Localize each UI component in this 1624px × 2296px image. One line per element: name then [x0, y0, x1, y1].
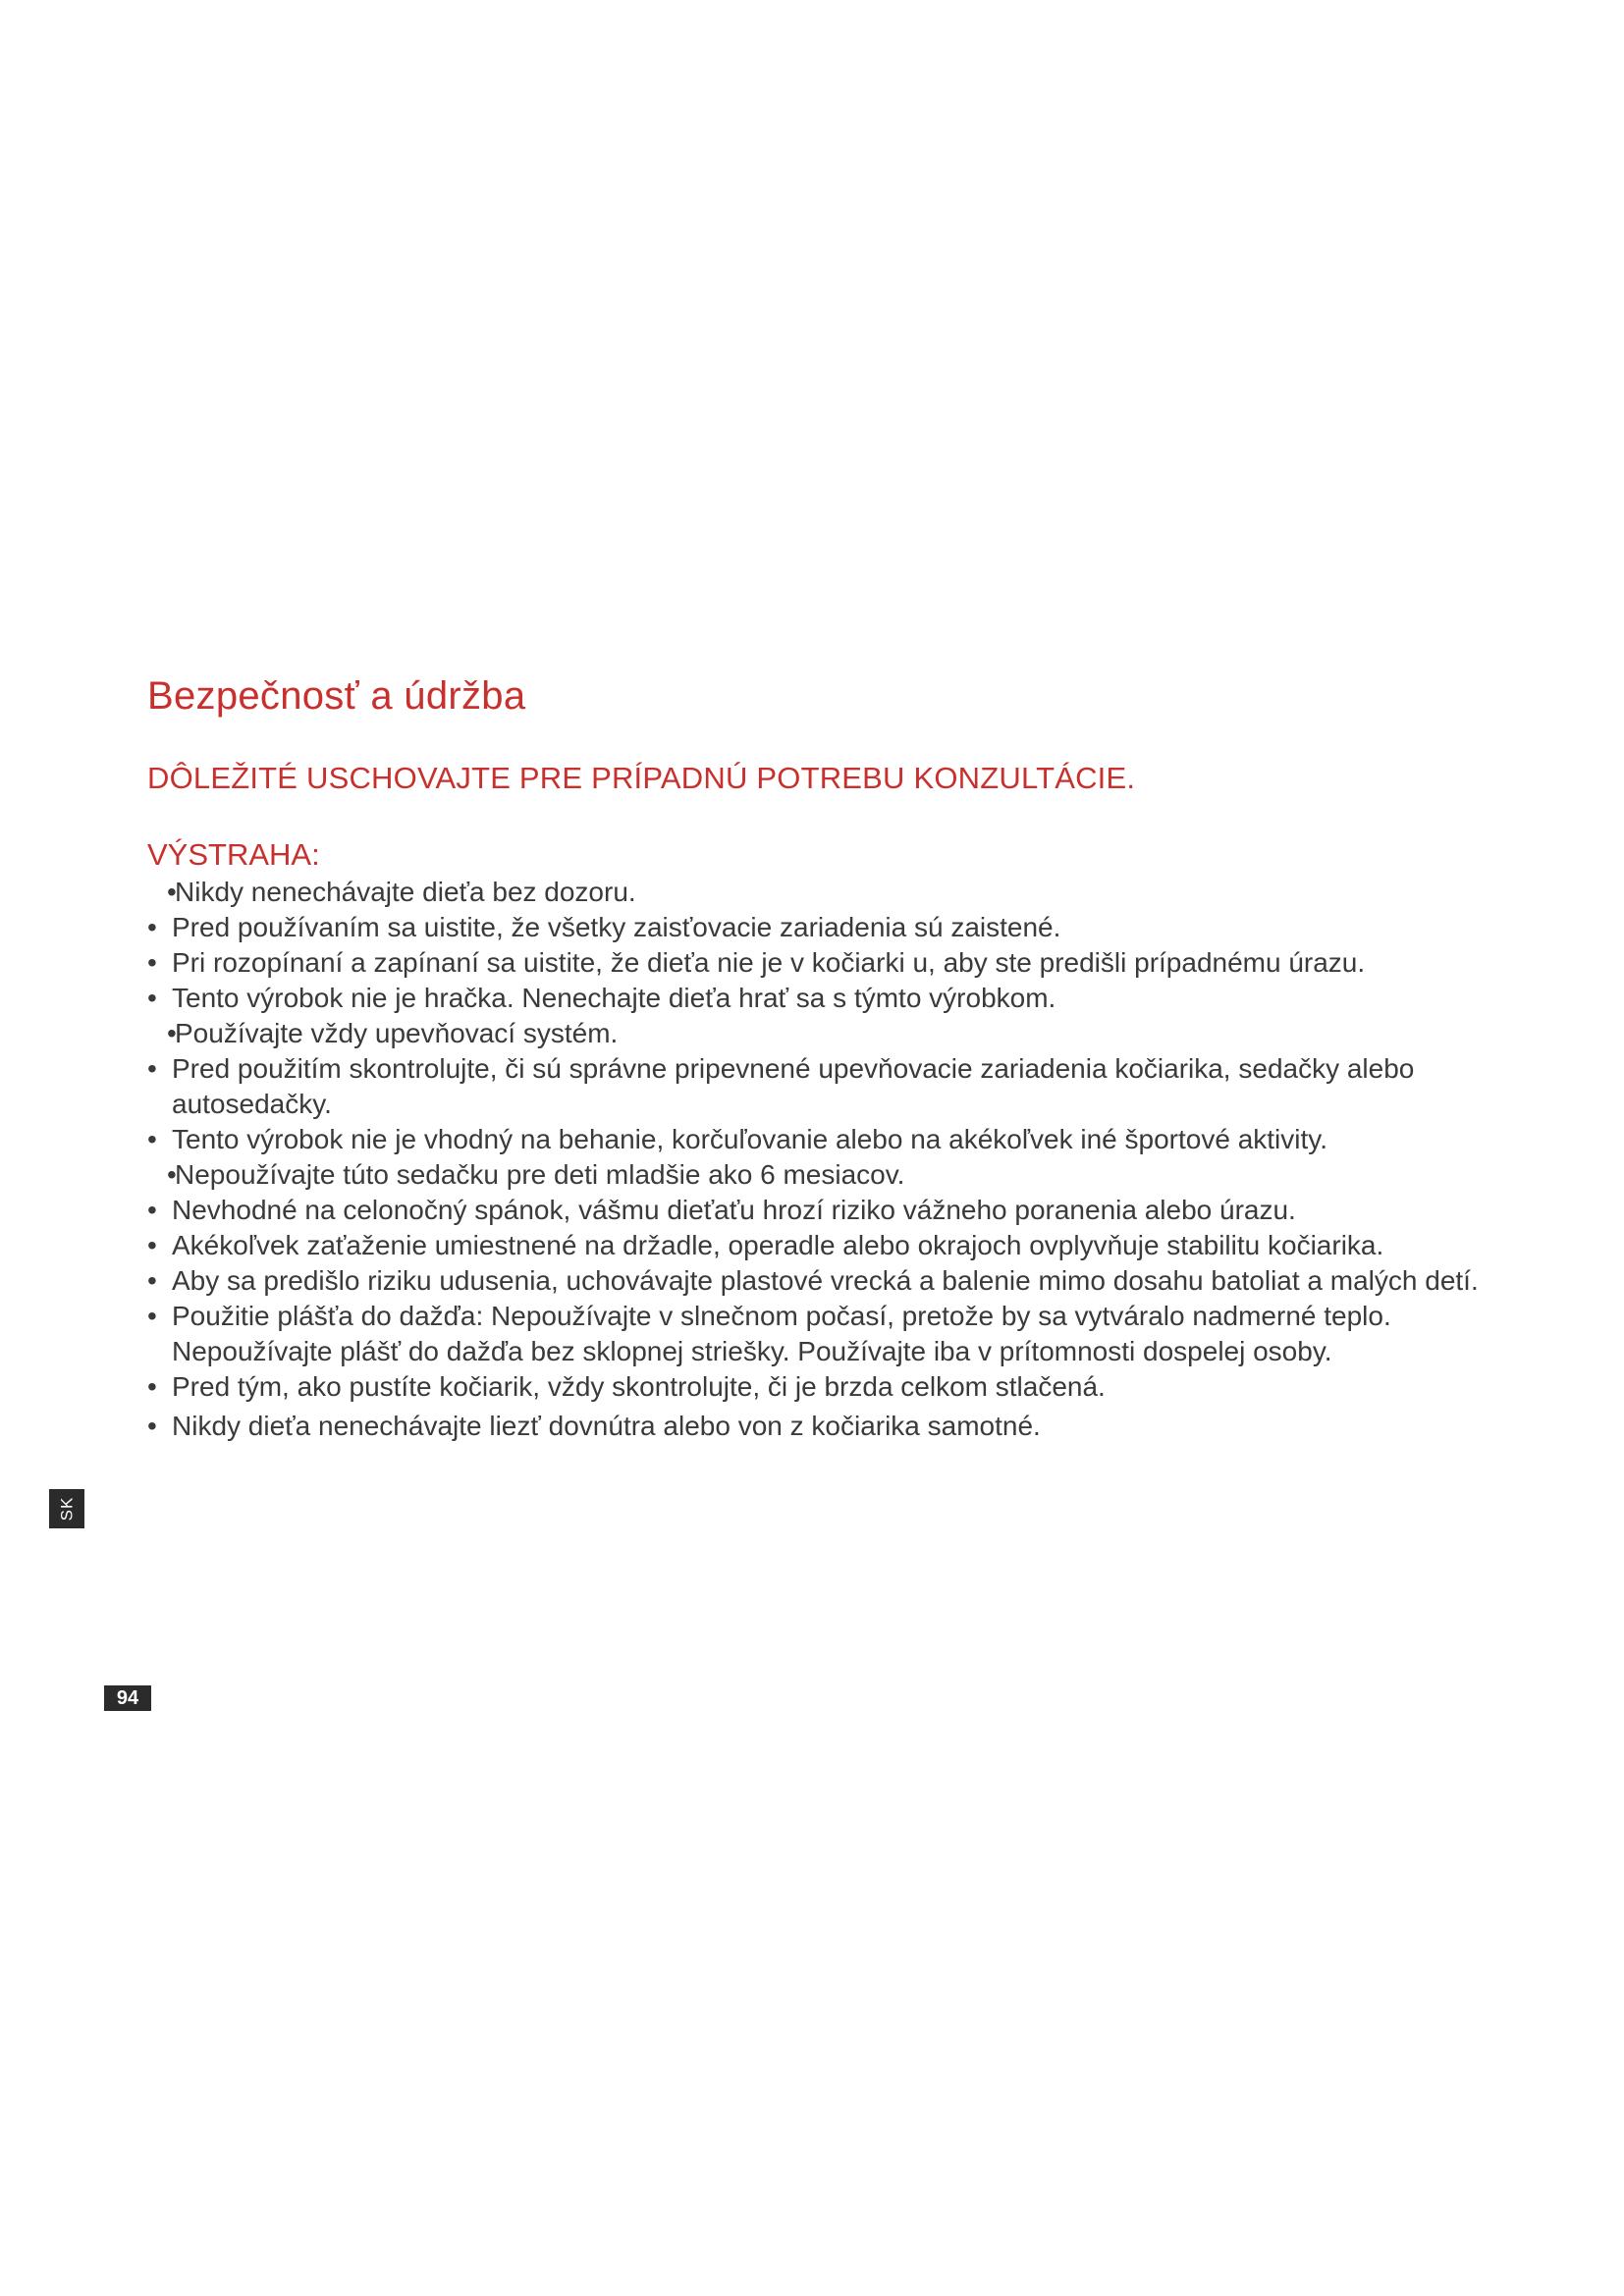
warning-item	[147, 875, 1483, 910]
bullet-icon: •	[167, 877, 177, 907]
important-notice: DÔLEŽITÉ USCHOVAJTE PRE PRÍPADNÚ POTREBU KONZULTÁCIE.	[147, 761, 1136, 795]
warning-text: Pred použitím skontrolujte, či sú správne pripevnené upevňovacie zariadenia kočiarika, sedačky alebo autosedačky.	[172, 1053, 1415, 1119]
warning-text: Tento výrobok nie je hračka. Nenechajte dieťa hrať sa s týmto výrobkom.	[172, 983, 1056, 1013]
warning-item	[147, 1263, 1483, 1299]
warning-text: Pri rozopínaní a zapínaní sa uistite, že dieťa nie je v kočiarki u, aby ste predišli prípadnému úrazu.	[172, 947, 1366, 978]
bullet-icon: •	[167, 1159, 177, 1190]
language-tab	[49, 1489, 84, 1528]
bullet-icon: •	[147, 1371, 157, 1402]
page-number: 94	[104, 1685, 151, 1711]
language-code: SK	[57, 1496, 76, 1522]
warning-item	[147, 1193, 1483, 1228]
warning-item	[147, 1299, 1483, 1369]
warning-text: Pred používaním sa uistite, že všetky zaisťovacie zariadenia sú zaistené.	[172, 912, 1061, 942]
bullet-icon: •	[147, 912, 157, 942]
warning-text: Pred tým, ako pustíte kočiarik, vždy skontrolujte, či je brzda celkom stlačená.	[172, 1371, 1106, 1402]
bullet-icon: •	[147, 1301, 157, 1331]
warning-text: Akékoľvek zaťaženie umiestnené na držadle, operadle alebo okrajoch ovplyvňuje stabilitu kočiarika.	[172, 1230, 1384, 1260]
warning-item	[147, 1228, 1483, 1263]
bullet-icon: •	[167, 1018, 177, 1048]
warning-text: Nepoužívajte túto sedačku pre deti mladšie ako 6 mesiacov.	[175, 1159, 905, 1190]
warning-text: Používajte vždy upevňovací systém.	[175, 1018, 619, 1048]
bullet-icon: •	[147, 947, 157, 978]
warning-text: Nevhodné na celonočný spánok, vášmu dieťaťu hrozí riziko vážneho poranenia alebo úrazu.	[172, 1195, 1296, 1225]
warning-item	[147, 1369, 1483, 1405]
warning-item	[147, 1122, 1483, 1157]
bullet-icon: •	[147, 1411, 157, 1441]
content-area	[147, 670, 1483, 1444]
warning-item	[147, 1016, 1483, 1051]
bullet-icon: •	[147, 1124, 157, 1154]
warning-item	[147, 910, 1483, 945]
warning-item	[147, 945, 1483, 981]
warning-item	[147, 981, 1483, 1016]
warning-text: Nikdy dieťa nenechávajte liezť dovnútra alebo von z kočiarika samotné.	[172, 1411, 1041, 1441]
warning-text: Aby sa predišlo riziku udusenia, uchovávajte plastové vrecká a balenie mimo dosahu batoliat a malých detí.	[172, 1265, 1479, 1296]
warning-list	[147, 875, 1483, 1444]
bullet-icon: •	[147, 1230, 157, 1260]
bullet-icon: •	[147, 1053, 157, 1084]
warning-item	[147, 1409, 1483, 1444]
warning-text: Tento výrobok nie je vhodný na behanie, korčuľovanie alebo na akékoľvek iné športové aktivity.	[172, 1124, 1327, 1154]
bullet-icon: •	[147, 983, 157, 1013]
bullet-icon: •	[147, 1195, 157, 1225]
page-title: Bezpečnosť a údržba	[147, 674, 526, 718]
warning-text: Nikdy nenechávajte dieťa bez dozoru.	[175, 877, 636, 907]
bullet-icon: •	[147, 1265, 157, 1296]
warning-text: Použitie plášťa do dažďa: Nepoužívajte v slnečnom počasí, pretože by sa vytváralo nadmerné teplo. Nepoužívajte plášť do dažďa bez sklopnej striešky. Používajte iba v prítomnosti dospelej osoby.	[172, 1301, 1391, 1366]
warning-heading: VÝSTRAHA:	[147, 837, 320, 872]
warning-item	[147, 1051, 1483, 1122]
warning-item	[147, 1157, 1483, 1193]
